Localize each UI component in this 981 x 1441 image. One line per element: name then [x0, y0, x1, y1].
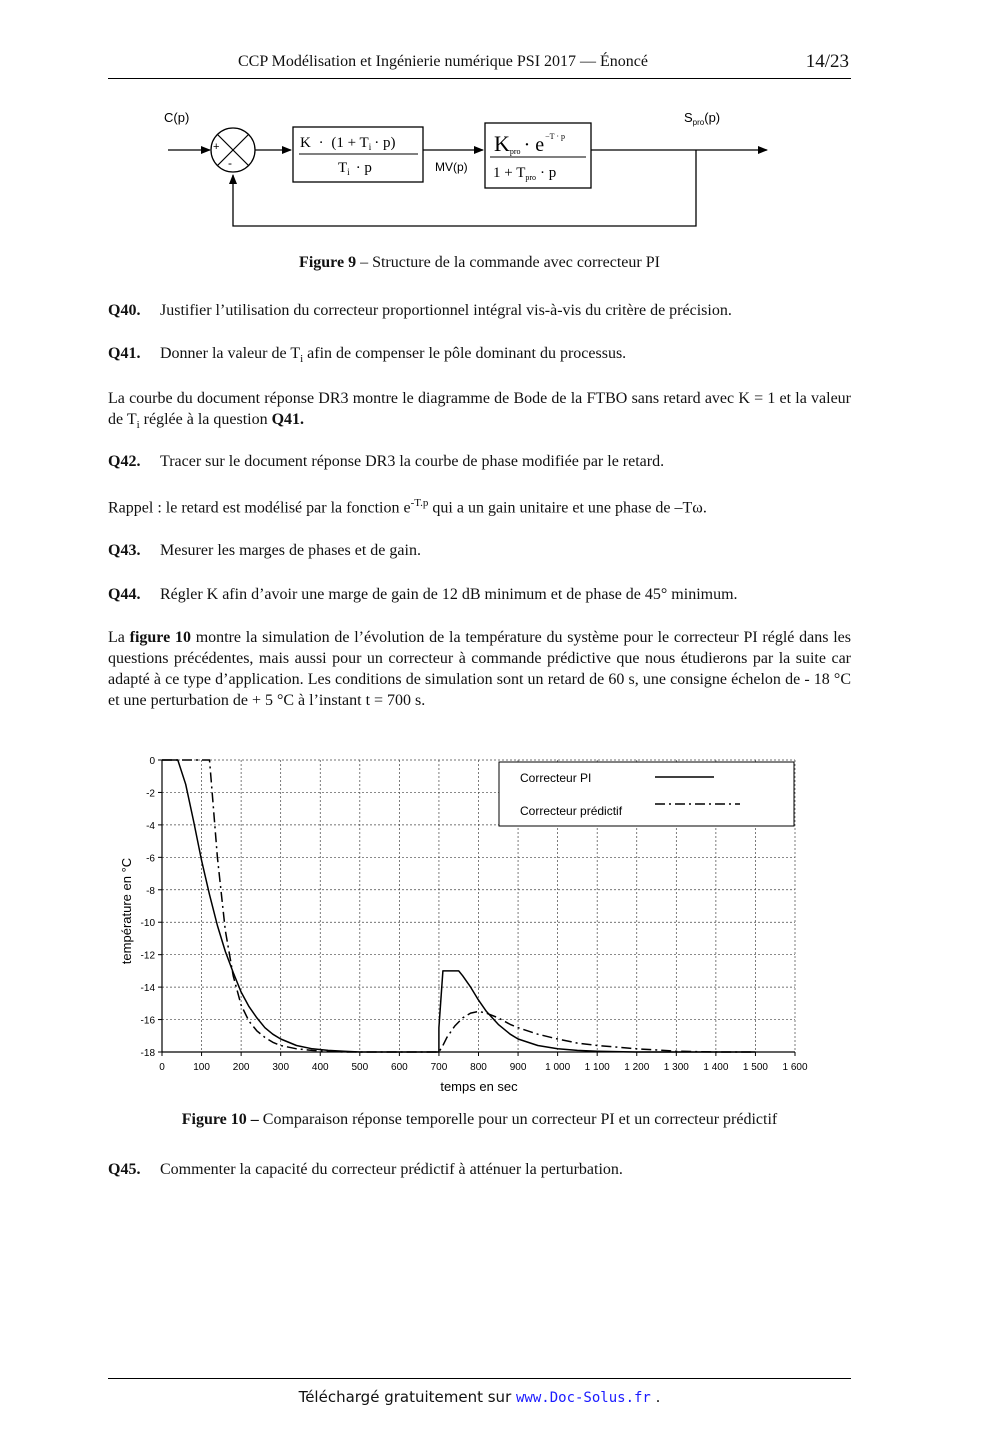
process-block	[485, 123, 591, 188]
x-tick-label: 600	[391, 1062, 408, 1073]
rappel-text: Rappel : le retard est modélisé par la fonction $e^{-T.p}$ qui a un gain unitaire et une phase de –Tω.	[108, 497, 707, 517]
page-header	[108, 52, 851, 79]
pi-corrector-block	[293, 127, 423, 182]
plus-sign: +	[213, 141, 220, 153]
page-number: 14/23	[805, 51, 849, 72]
x-tick-label: 1 000	[545, 1062, 571, 1073]
y-tick-label: -10	[140, 918, 155, 930]
x-tick-label: 1 100	[584, 1062, 610, 1073]
x-tick-label: 800	[470, 1062, 487, 1073]
summing-junction	[211, 128, 255, 172]
page-footer: Téléchargé gratuitement sur www.Doc-Solus.fr .	[298, 1388, 661, 1406]
y-tick-label: -12	[140, 950, 155, 962]
x-tick-label: 1 300	[663, 1062, 689, 1073]
header-title: CCP Modélisation et Ingénierie numérique PSI 2017 — Énoncé	[238, 53, 649, 70]
question-40: Q40. Justifier l’utilisation du correcteur proportionnel intégral vis-à-vis du critère de précision.	[108, 302, 732, 319]
x-tick-label: 1 400	[703, 1062, 729, 1073]
paragraph-bode: La courbe du document réponse DR3 montre le diagramme de Bode de la FTBO sans retard avec K = 1 et la valeur de $T_i$ réglée à la question Q41.	[108, 390, 851, 432]
question-41: Q41. Donner la valeur de $T_i$ afin de compenser le pôle dominant du processus.	[108, 345, 627, 366]
figure9-caption: Figure 9 – Structure de la commande avec correcteur PI	[299, 254, 660, 271]
y-tick-label: -18	[140, 1048, 155, 1059]
minus-sign: -	[228, 156, 232, 170]
x-tick-label: 1 200	[624, 1062, 650, 1073]
doc-solus-link[interactable]: www.Doc-Solus.fr	[516, 1390, 651, 1406]
y-tick-label: -14	[140, 983, 155, 995]
figure10-caption: Figure 10 – Comparaison réponse temporelle pour un correcteur PI et un correcteur prédictif	[181, 1111, 778, 1128]
question-43: Q43. Mesurer les marges de phases et de gain.	[108, 542, 421, 559]
chart-legend	[499, 762, 794, 826]
y-tick-label: -8	[146, 885, 155, 897]
x-tick-label: 1 500	[742, 1062, 768, 1073]
pi-denominator: $T_i \cdot p$	[338, 160, 372, 177]
output-label: $S_{pro}(p)$	[684, 110, 721, 127]
temperature-chart	[110, 748, 830, 1100]
y-axis-label: température en °C	[119, 857, 134, 965]
legend-label-pi: Correcteur PI	[520, 771, 592, 785]
footer-divider	[108, 1378, 851, 1379]
block-diagram	[150, 105, 790, 235]
question-44: Q44. Régler K afin d’avoir une marge de gain de 12 dB minimum et de phase de 45° minimum.	[108, 586, 738, 603]
x-tick-label: 0	[159, 1062, 165, 1073]
x-axis-label: temps en sec	[440, 1079, 518, 1094]
y-tick-label: -4	[146, 820, 155, 832]
paragraph-simulation: La figure 10 montre la simulation de l’évolution de la température du système pour le correcteur PI réglé dans les questions précédentes, mais aussi pour un correcteur à commande prédictive que nous étudierons par la suite car adapté à ce type d’application. Les conditions de simulation sont un retard de 60 s, une consigne échelon de - 18 °C et une perturbation de + 5 °C à l’instant t = 700 s.	[108, 629, 852, 709]
question-42: Q42. Tracer sur le document réponse DR3 la courbe de phase modifiée par le retard.	[108, 453, 665, 470]
x-tick-label: 300	[272, 1062, 290, 1073]
y-tick-label: -16	[140, 1015, 155, 1027]
x-tick-label: 100	[193, 1062, 210, 1073]
x-tick-label: 1 600	[782, 1062, 808, 1073]
x-tick-label: 700	[430, 1062, 448, 1073]
x-tick-label: 500	[351, 1062, 369, 1073]
legend-label-predictif: Correcteur prédictif	[520, 804, 623, 818]
x-tick-label: 900	[509, 1062, 527, 1073]
input-label: C(p)	[164, 110, 190, 125]
y-tick-label: -6	[146, 853, 155, 865]
process-numerator: Kpro · $e^{-T \cdot p}$	[494, 131, 566, 156]
x-tick-label: 400	[311, 1062, 329, 1073]
pi-numerator: K · $(1 + T_i \cdot p)$	[300, 135, 396, 152]
question-45: Q45. Commenter la capacité du correcteur prédictif à atténuer la perturbation.	[108, 1161, 623, 1178]
x-tick-label: 200	[232, 1062, 250, 1073]
y-tick-label: -2	[146, 788, 155, 800]
process-denominator: $1 + T_{pro} \cdot p$	[493, 165, 557, 182]
y-tick-label: 0	[149, 756, 155, 767]
mv-label: MV(p)	[435, 160, 468, 174]
